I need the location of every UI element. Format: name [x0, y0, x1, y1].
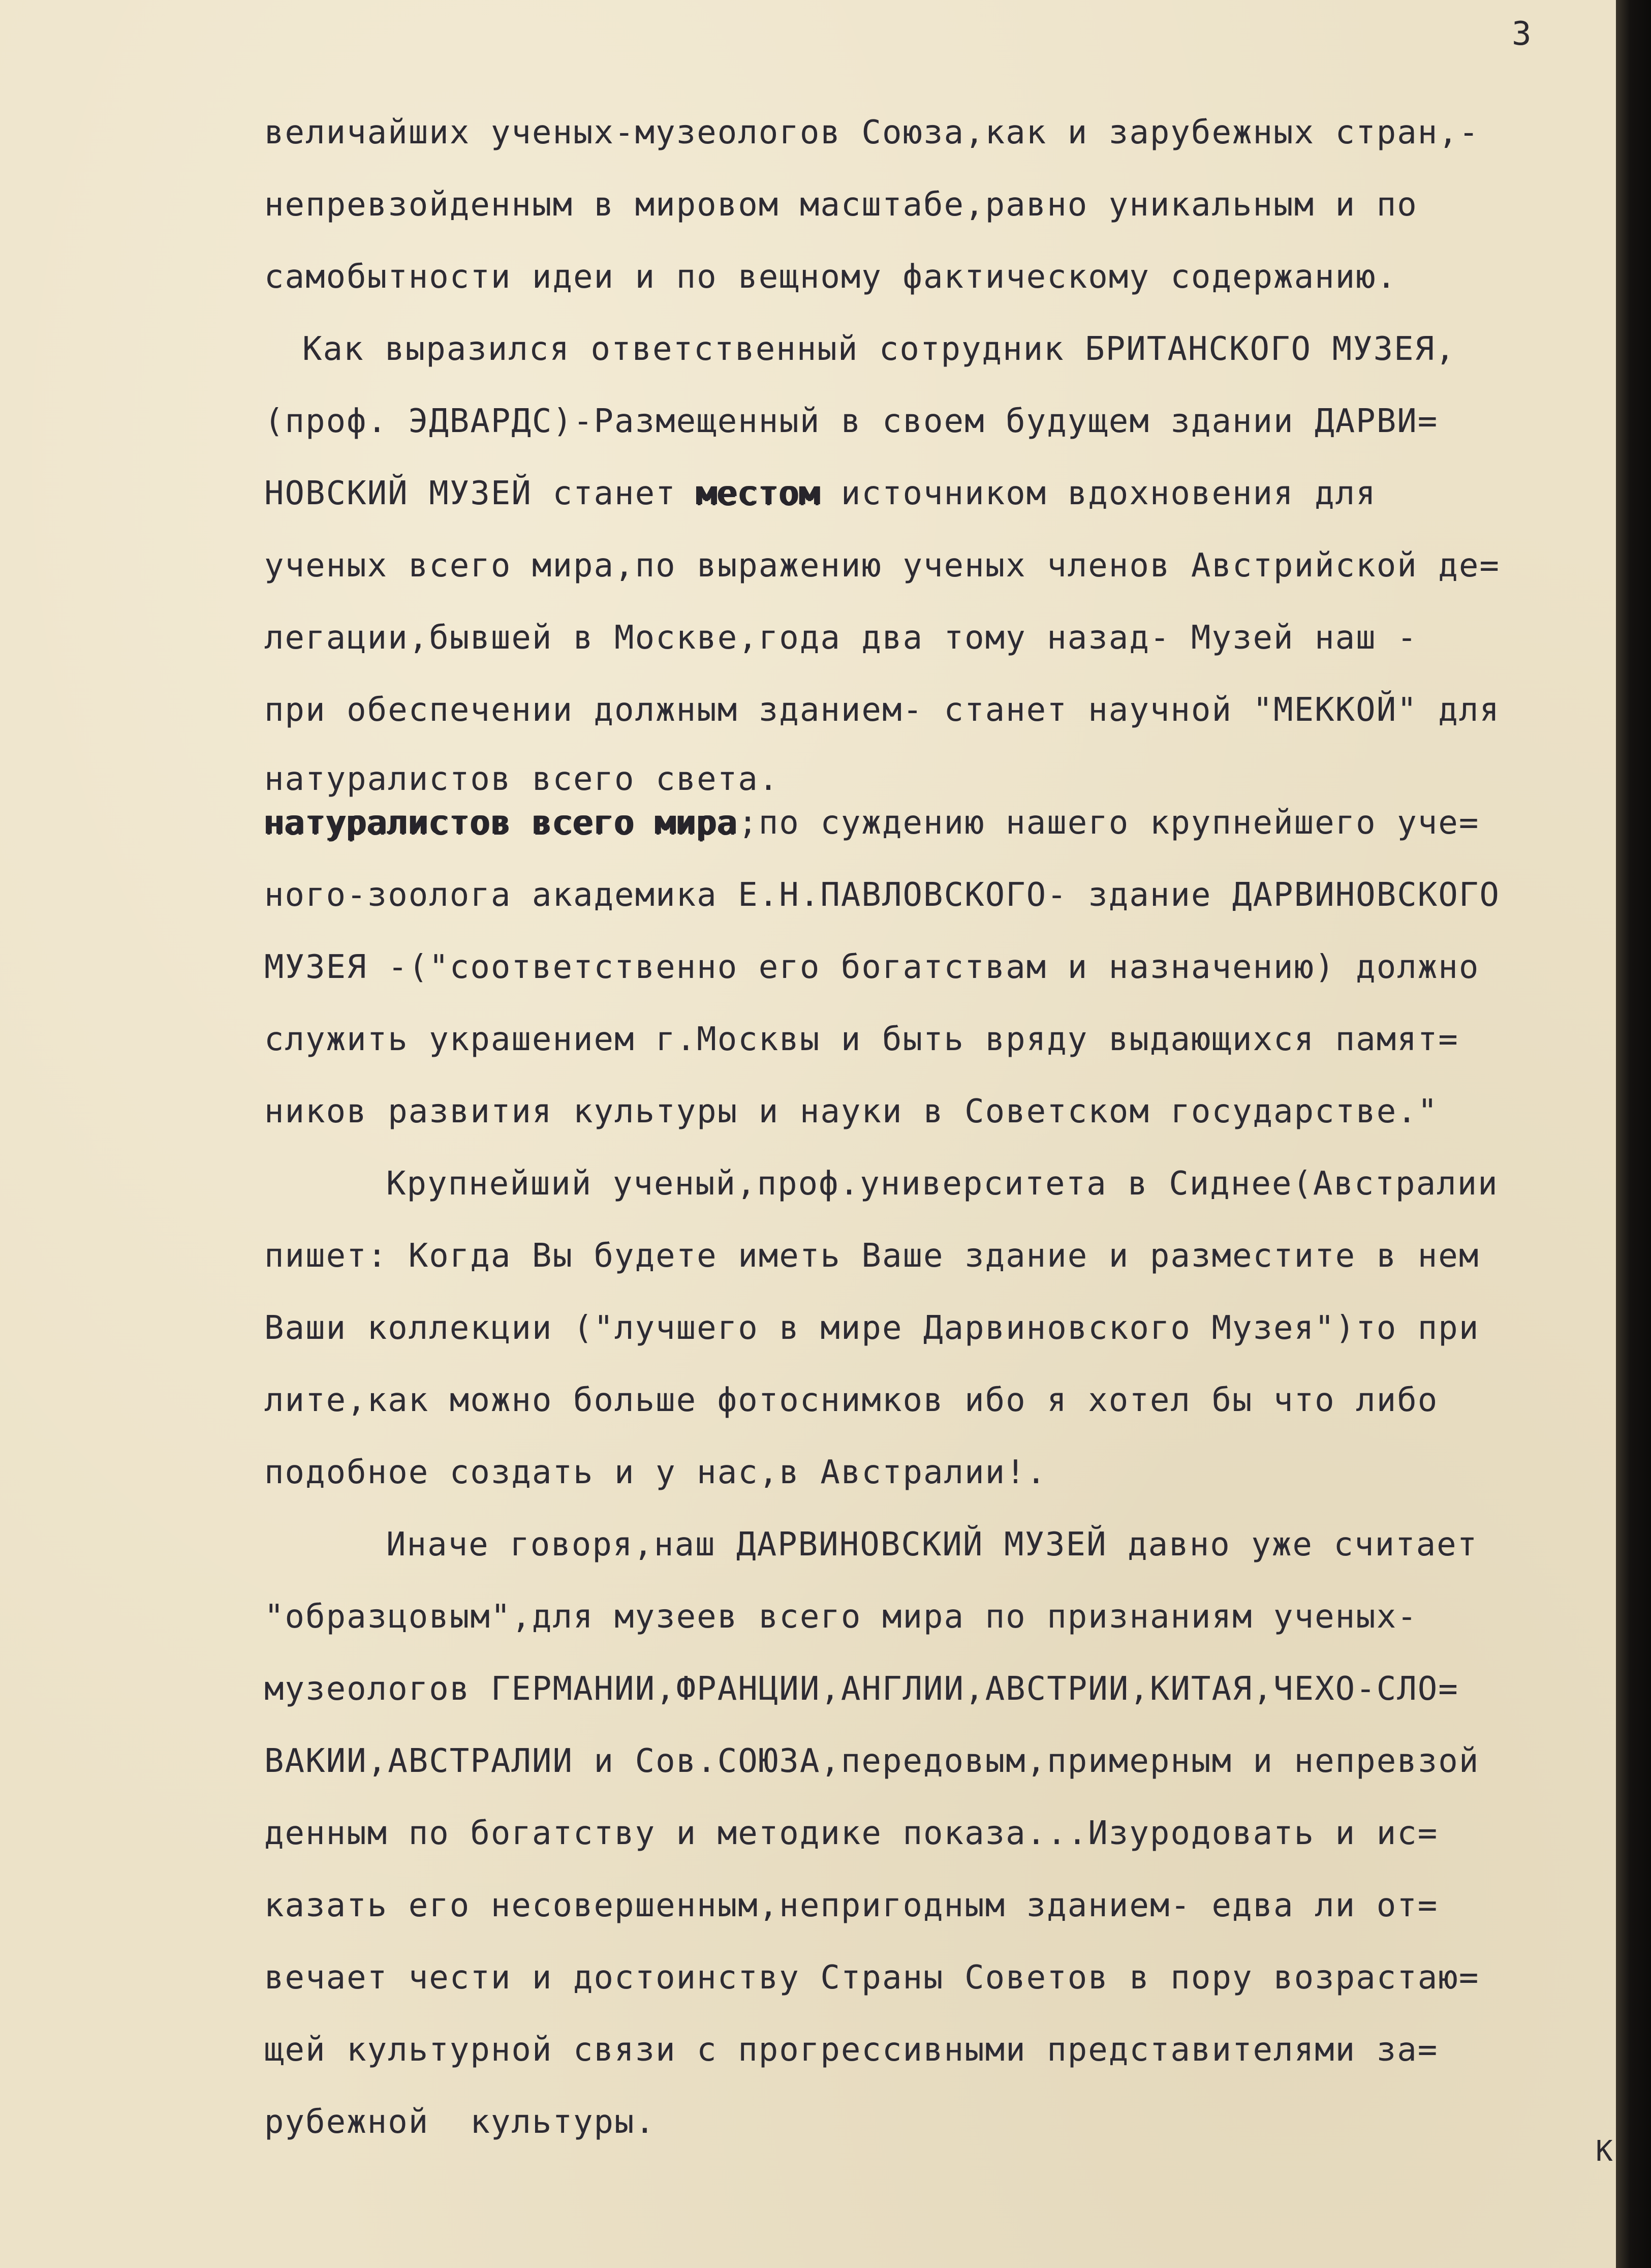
text-line: рубежной культуры. — [264, 2103, 656, 2141]
text-line: ников развития культуры и науки в Советском государстве." — [264, 1093, 1439, 1130]
text-line: подобное создать и у нас,в Австралии!. — [264, 1454, 1047, 1491]
text-line: легации,бывшей в Москве,года два тому назад- Музей наш - — [264, 619, 1418, 657]
text-line: Крупнейший ученый,проф.университета в Сиднее(Австралии — [386, 1165, 1499, 1203]
text-line: ученых всего мира,по выражению ученых членов Австрийской де= — [264, 547, 1500, 585]
text-line: (проф. ЭДВАРДС)-Размещенный в своем будущем здании ДАРВИ= — [264, 403, 1439, 440]
scan-edge — [1616, 0, 1651, 2268]
inserted-line: натуралистов всего света. — [264, 760, 780, 798]
text-line: самобытности идеи и по вещному фактическому содержанию. — [264, 258, 1397, 296]
text-line: Как выразился ответственный сотрудник БРИТАНСКОГО МУЗЕЯ, — [302, 330, 1456, 368]
text-line: при обеспечении должным зданием- станет научной "МЕККОЙ" для — [264, 691, 1500, 729]
text-line: денным по богатству и методике показа...Изуродовать и ис= — [264, 1815, 1439, 1852]
text-fragment: источником вдохновения для — [820, 475, 1377, 512]
struck-text: местом — [697, 475, 821, 512]
text-line: ного-зоолога академика Е.Н.ПАВЛОВСКОГО- здание ДАРВИНОВСКОГО — [264, 876, 1500, 914]
text-line: лите,как можно больше фотоснимков ибо я хотел бы что либо — [264, 1382, 1439, 1419]
text-fragment: ;по суждению нашего крупнейшего уче= — [738, 804, 1480, 842]
text-line: Иначе говоря,наш ДАРВИНОВСКИЙ МУЗЕЙ давно уже считает — [386, 1526, 1478, 1564]
text-line: ВАКИИ,АВСТРАЛИИ и Сов.СОЮЗА,передовым,примерным и непревзой — [264, 1742, 1480, 1780]
text-line: пишет: Когда Вы будете иметь Ваше здание и разместите в нем — [264, 1237, 1480, 1275]
typewritten-text — [264, 97, 1601, 2158]
text-line: музеологов ГЕРМАНИИ,ФРАНЦИИ,АНГЛИИ,АВСТРИИ,КИТАЯ,ЧЕХО-СЛО= — [264, 1670, 1459, 1708]
text-line: служить украшением г.Москвы и быть вряду выдающихся памят= — [264, 1021, 1459, 1058]
footer-mark: К — [1596, 2135, 1613, 2168]
text-line: величайших ученых-музеологов Союза,как и зарубежных стран,- — [264, 114, 1480, 151]
text-line: МУЗЕЯ -("соответственно его богатствам и назначению) должно — [264, 948, 1480, 986]
page-number: 3 — [1512, 15, 1532, 53]
text-line: непревзойденным в мировом масштабе,равно уникальным и по — [264, 186, 1418, 224]
text-line: "образцовым",для музеев всего мира по признаниям ученых- — [264, 1598, 1418, 1636]
text-line — [264, 787, 1601, 859]
text-line: Ваши коллекции ("лучшего в мире Дарвиновского Музея")то при — [264, 1309, 1480, 1347]
text-line: казать его несовершенным,непригодным зданием- едва ли от= — [264, 1887, 1439, 1924]
text-line: щей культурной связи с прогрессивными представителями за= — [264, 2031, 1439, 2069]
text-fragment: НОВСКИЙ МУЗЕЙ станет — [264, 475, 697, 512]
text-line: вечает чести и достоинству Страны Советов в пору возрастаю= — [264, 1959, 1480, 1997]
text-line — [264, 457, 1601, 530]
struck-text: натуралистов всего мира — [264, 804, 738, 842]
